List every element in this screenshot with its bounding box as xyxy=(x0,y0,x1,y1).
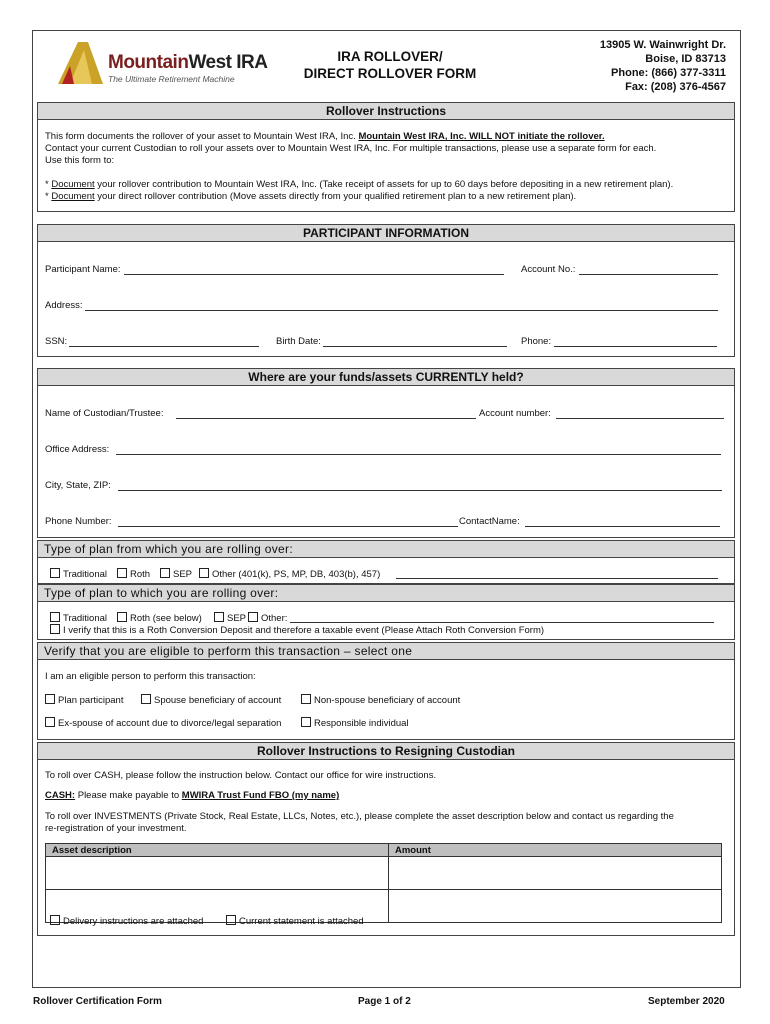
amount-cell[interactable] xyxy=(389,890,722,923)
birth-date-label: Birth Date: xyxy=(276,336,321,347)
participant-name-label: Participant Name: xyxy=(45,264,121,275)
custodian-phone-field[interactable] xyxy=(118,526,458,527)
address-label: Address: xyxy=(45,300,83,311)
plan-from-heading: Type of plan from which you are rolling over: xyxy=(37,540,735,558)
custodian-name-label: Name of Custodian/Trustee: xyxy=(45,408,164,419)
birth-date-field[interactable] xyxy=(323,346,507,347)
asset-description-cell[interactable] xyxy=(46,857,389,890)
table-row[interactable] xyxy=(46,857,722,890)
ssn-label: SSN: xyxy=(45,336,68,347)
plan-from-sep[interactable]: SEP xyxy=(160,568,192,581)
checkbox[interactable] xyxy=(141,694,151,704)
instructions-bullet-2: * Document your direct rollover contribution (Move assets directly from your qualified retirement plan to a new retirement plan). xyxy=(45,191,577,202)
participant-name-field[interactable] xyxy=(124,274,504,275)
checkbox[interactable] xyxy=(226,915,236,925)
plan-from-other-field[interactable] xyxy=(396,578,718,579)
address-field[interactable] xyxy=(85,310,718,311)
checkbox[interactable] xyxy=(199,568,209,578)
contact-name-field[interactable] xyxy=(525,526,720,527)
current-holdings-heading: Where are your funds/assets CURRENTLY held? xyxy=(37,368,735,386)
contact-name-label: ContactName: xyxy=(459,516,520,527)
logo-wordmark: MountainWest IRA xyxy=(108,52,268,73)
participant-phone-field[interactable] xyxy=(554,346,717,347)
checkbox[interactable] xyxy=(301,694,311,704)
office-address-label: Office Address: xyxy=(45,444,110,455)
instructions-bullet-1: * Document your rollover contribution to Mountain West IRA, Inc. (Take receipt of assets for up to 60 days before depositing in a new retirement plan). xyxy=(45,179,674,190)
eligibility-ex-spouse[interactable]: Ex-spouse of account due to divorce/legal separation xyxy=(45,717,281,730)
custodian-name-field[interactable] xyxy=(176,418,476,419)
checkbox[interactable] xyxy=(117,612,127,622)
checkbox[interactable] xyxy=(50,568,60,578)
checkbox[interactable] xyxy=(248,612,258,622)
checkbox[interactable] xyxy=(50,624,60,634)
city-state-zip-label: City, State, ZIP: xyxy=(45,480,111,491)
page-title: IRA ROLLOVER/ DIRECT ROLLOVER FORM xyxy=(303,49,477,81)
plan-to-other-field[interactable] xyxy=(290,622,714,623)
resigning-custodian-heading: Rollover Instructions to Resigning Custodian xyxy=(37,742,735,760)
asset-table xyxy=(45,843,722,923)
plan-from-traditional[interactable]: Traditional xyxy=(50,568,107,581)
cash-instructions: To roll over CASH, please follow the instruction below. Contact our office for wire instructions. xyxy=(45,770,437,781)
eligibility-responsible-individual[interactable]: Responsible individual xyxy=(301,717,409,730)
delivery-instructions-checkbox[interactable]: Delivery instructions are attached xyxy=(50,915,203,928)
logo-tagline: The Ultimate Retirement Machine xyxy=(108,74,235,84)
custodian-account-field[interactable] xyxy=(556,418,724,419)
investment-instructions-1: To roll over INVESTMENTS (Private Stock, Real Estate, LLCs, Notes, etc.), please complete the asset description below and contact us regarding the xyxy=(45,811,674,822)
eligibility-spouse-beneficiary[interactable]: Spouse beneficiary of account xyxy=(141,694,281,707)
checkbox[interactable] xyxy=(50,915,60,925)
asset-description-header: Asset description xyxy=(46,844,389,857)
participant-phone-label: Phone: xyxy=(521,336,552,347)
checkbox[interactable] xyxy=(301,717,311,727)
account-number-field[interactable] xyxy=(579,274,718,275)
company-address: 13905 W. Wainwright Dr. Boise, ID 83713 Phone: (866) 377-3311 Fax: (208) 376-4567 xyxy=(599,39,726,93)
roth-verification[interactable]: I verify that this is a Roth Conversion Deposit and therefore a taxable event (Please Attach Roth Conversion Form) xyxy=(50,624,544,637)
office-address-field[interactable] xyxy=(116,454,721,455)
instructions-paragraph-3: Use this form to: xyxy=(45,155,115,166)
footer-page-number: Page 1 of 2 xyxy=(358,996,411,1007)
plan-to-heading: Type of plan to which you are rolling over: xyxy=(37,584,735,602)
checkbox[interactable] xyxy=(45,717,55,727)
custodian-phone-label: Phone Number: xyxy=(45,516,112,527)
instructions-paragraph-2: Contact your current Custodian to roll your assets over to Mountain West IRA, Inc. For multiple transactions, please use a separate form for each. xyxy=(45,143,657,154)
investment-instructions-2: re-registration of your investment. xyxy=(45,823,187,834)
plan-to-traditional[interactable]: Traditional xyxy=(50,612,107,625)
participant-information-heading: PARTICIPANT INFORMATION xyxy=(37,224,735,242)
city-state-zip-field[interactable] xyxy=(118,490,722,491)
plan-from-other[interactable]: Other (401(k), PS, MP, DB, 403(b), 457) xyxy=(199,568,380,581)
plan-from-roth[interactable]: Roth xyxy=(117,568,150,581)
instructions-paragraph-1: This form documents the rollover of your asset to Mountain West IRA, Inc. Mountain West IRA, Inc. WILL NOT initiate the rollover. xyxy=(45,131,605,142)
checkbox[interactable] xyxy=(45,694,55,704)
checkbox[interactable] xyxy=(117,568,127,578)
account-number-label: Account No.: xyxy=(521,264,576,275)
rollover-instructions-heading: Rollover Instructions xyxy=(37,102,735,120)
plan-to-other[interactable]: Other: xyxy=(248,612,287,625)
cash-payable: CASH: Please make payable to MWIRA Trust Fund FBO (my name) xyxy=(45,790,340,801)
amount-cell[interactable] xyxy=(389,857,722,890)
amount-header: Amount xyxy=(389,844,722,857)
checkbox[interactable] xyxy=(50,612,60,622)
footer-date: September 2020 xyxy=(648,996,725,1007)
current-statement-checkbox[interactable]: Current statement is attached xyxy=(226,915,364,928)
checkbox[interactable] xyxy=(214,612,224,622)
checkbox[interactable] xyxy=(160,568,170,578)
ssn-field[interactable] xyxy=(69,346,259,347)
eligibility-non-spouse-beneficiary[interactable]: Non-spouse beneficiary of account xyxy=(301,694,460,707)
footer-form-name: Rollover Certification Form xyxy=(33,996,162,1007)
participant-box xyxy=(37,241,735,357)
plan-to-roth[interactable]: Roth (see below) xyxy=(117,612,202,625)
custodian-account-label: Account number: xyxy=(479,408,551,419)
plan-to-sep[interactable]: SEP xyxy=(214,612,246,625)
eligibility-plan-participant[interactable]: Plan participant xyxy=(45,694,123,707)
eligibility-heading: Verify that you are eligible to perform this transaction – select one xyxy=(37,642,735,660)
eligibility-intro: I am an eligible person to perform this transaction: xyxy=(45,671,256,682)
